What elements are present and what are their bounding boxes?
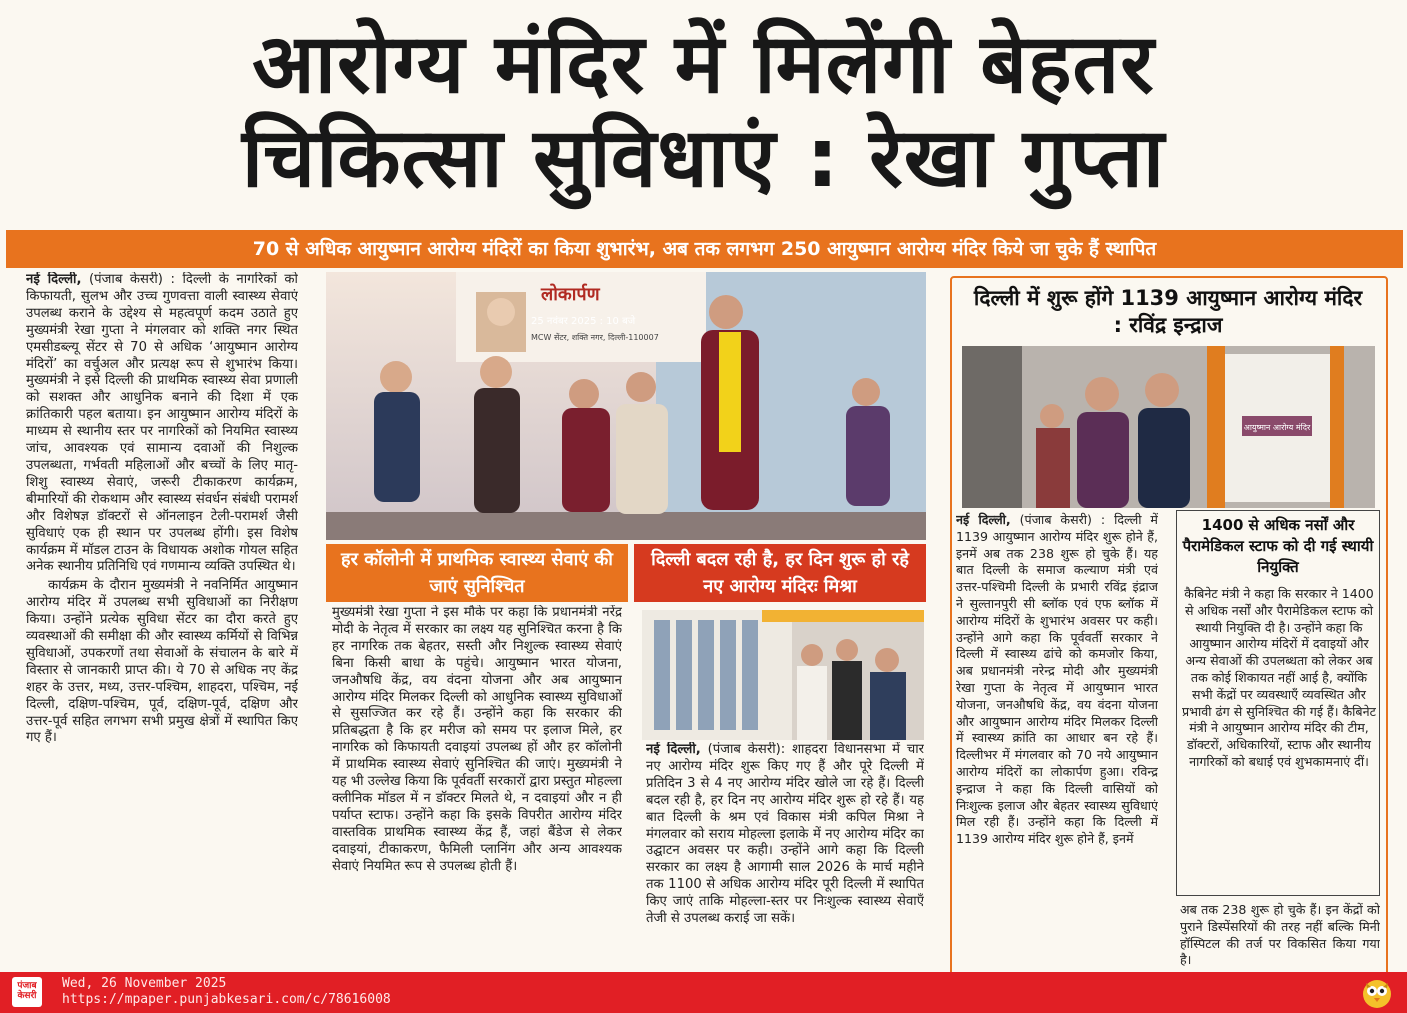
dateline: नई दिल्ली,	[26, 272, 82, 287]
paragraph-text: : दिल्ली में 1139 आयुष्मान आरोग्य मंदिर शुरू होने हैं, इनमें अब तक 238 शुरू हो चुके हैं। यह बात दिल्ली के समाज कल्याण मंत्री एवं उत्तर-पश्चिमी दिल्ली के प्रभारी रविंद्र इंद्राज ने सुल्तानपुरी सी ब्लॉक एवं एफ ब्लॉक में आरोग्य मंदिरों के शुभारंभ अवसर पर कही। उन्होंने आगे कहा कि पूर्ववर्ती सरकार ने दिल्ली में स्वास्थ्य ढांचे को कमजोर किया, अब प्रधानमंत्री नरेन्द्र मोदी और मुख्यमंत्री रेखा गुप्ता के नेतृत्व में आयुष्मान भारत योजना, जनऔषधि केंद्र, वय वंदना योजना और आयुष्मान आरोग्य मंदिर मिलकर दिल्ली में स्वास्थ्य क्रांति का आधार बन रहे हैं। दिल्लीभर में मंगलवार को 70 नये आयुष्मान आरोग्य मंदिरों का लोकार्पण हुआ। रविन्द्र इन्द्राज ने कहा कि दिल्ली वासियों को निःशुल्क इलाज और बेहतर स्वास्थ्य सुविधाएं मिल रही हैं। उन्होंने कहा कि दिल्ली में 1139 आरोग्य मंदिर शुरू होने हैं, इनमें	[956, 512, 1158, 847]
banner-place: MCW सेंटर, शक्ति नगर, दिल्ली-110007	[531, 333, 659, 342]
article-column-2	[332, 605, 622, 972]
banner-date: 25 नवंबर 2025 : 10 बजे	[531, 316, 636, 327]
dateline: नई दिल्ली,	[646, 742, 701, 757]
paragraph	[26, 272, 298, 576]
sidebar-story-tail	[1180, 902, 1380, 972]
main-photo	[326, 272, 926, 540]
byline: (पंजाब केसरी)	[707, 742, 781, 757]
inset-title: 1400 से अधिक नर्सों और पैरामेडिकल स्टाफ को दी गई स्थायी नियुक्ति	[1182, 516, 1374, 576]
headline	[0, 18, 1407, 206]
owl-icon[interactable]	[1361, 977, 1393, 1009]
paragraph: अब तक 238 शुरू हो चुके हैं। इन केंद्रों को पुराने डिस्पेंसरियों की तरह नहीं बल्कि मिनी हॉस्पिटल की तर्ज पर विकसित किया गया है।	[1180, 902, 1380, 968]
mishra-photo	[642, 610, 924, 740]
edition-url[interactable]: https://mpaper.punjabkesari.com/c/78616008	[62, 992, 391, 1007]
byline: (पंजाब केसरी)	[1019, 512, 1092, 527]
paragraph-text: : शाहदरा विधानसभा में चार नए आरोग्य मंदिर शुरू किए गए हैं और पूरे दिल्ली में प्रतिदिन 3 से 4 नए आरोग्य मंदिर खोले जा रहे हैं। दिल्ली बदल रही है, हर दिन नए आरोग्य मंदिर शुरू हो रहे हैं। यह बात दिल्ली के श्रम एवं विकास मंत्री कपिल मिश्रा ने मंगलवार को सराय मोहल्ला इलाके में नए आरोग्य मंदिर का उद्घाटन अवसर पर कही। उन्होंने आगे कहा कि दिल्ली सरकार का लक्ष्य है आगामी साल 2026 के मार्च महीने तक 1100 से अधिक आरोग्य मंदिर पूरी दिल्ली में स्थापित किए जाएं ताकि मोहल्ला-स्तर पर निःशुल्क स्वास्थ्य सेवाएँ तेजी से उपलब्ध कराई जा सकें।	[646, 742, 924, 927]
inset-text	[1182, 586, 1376, 892]
indraj-photo	[962, 346, 1375, 508]
banner-text: लोकार्पण	[541, 284, 600, 305]
dateline: नई दिल्ली,	[956, 512, 1011, 527]
paragraph: कार्यक्रम के दौरान मुख्यमंत्री ने नवनिर्मित आयुष्मान आरोग्य मंदिर में उपलब्ध सभी सुविधाओं का निरीक्षण किया। उन्होंने प्रत्येक सुविधा सेंटर का दौरा करते हुए व्यवस्थाओं की समीक्षा की और स्वास्थ्य कर्मियों से विभिन्न सुविधाओं, उपकरणों तथा सेवाओं के संचालन के बारे में विस्तार से जानकारी प्राप्त की। ये 70 से अधिक नए केंद्र शहर के उत्तर, मध्य, उत्तर-पश्चिम, शाहदरा, पश्चिम, नई दिल्ली, दक्षिण-पश्चिम, पूर्व, दक्षिण-पूर्व, दक्षिण और उत्तर-पूर्व सहित लगभग सभी प्रमुख क्षेत्रों में स्थापित किए गए हैं।	[26, 578, 298, 746]
plaque-text: आयुष्मान आरोग्य मंदिर	[1243, 423, 1311, 432]
article-column-1	[26, 272, 298, 972]
subhead-left: हर कॉलोनी में प्राथमिक स्वास्थ्य सेवाएं की जाएं सुनिश्चित	[326, 544, 628, 602]
subhead-right: दिल्ली बदल रही है, हर दिन शुरू हो रहे नए आरोग्य मंदिरः मिश्रा	[634, 544, 926, 602]
strap-subheadline: 70 से अधिक आयुष्मान आरोग्य मंदिरों का किया शुभारंभ, अब तक लगभग 250 आयुष्मान आरोग्य मंदिर किये जा चुके हैं स्थापित	[6, 230, 1403, 268]
byline: (पंजाब केसरी)	[89, 272, 163, 287]
paragraph	[646, 742, 924, 928]
paragraph	[956, 512, 1158, 848]
headline-line-1: आरोग्य मंदिर में मिलेंगी बेहतर	[252, 17, 1155, 112]
paragraph: कैबिनेट मंत्री ने कहा कि सरकार ने 1400 से अधिक नर्सों और पैरामेडिकल स्टाफ को स्थायी नियुक्ति दी है। उन्होंने कहा कि आयुष्मान आरोग्य मंदिरों में दवाइयों और अन्य सेवाओं की उपलब्धता को लेकर अब तक कोई शिकायत नहीं आई है, क्योंकि सभी केंद्रों पर व्यवस्थाएँ व्यवस्थित और प्रभावी ढंग से सुनिश्चित की गई हैं। कैबिनेट मंत्री ने आयुष्मान आरोग्य मंदिर की टीम, डॉक्टरों, अधिकारियों, स्टाफ और स्थानीय नागरिकों को बधाई एवं शुभकामनाएं दीं।	[1182, 586, 1376, 769]
paragraph: मुख्यमंत्री रेखा गुप्ता ने इस मौके पर कहा कि प्रधानमंत्री नरेंद्र मोदी के नेतृत्व में सरकार का लक्ष्य यह सुनिश्चित करना है कि हर नागरिक तक बेहतर, सस्ती और निशुल्क स्वास्थ्य सेवाएं बिना किसी बाधा के पहुंचे। आयुष्मान भारत योजना, जनऔषधि केंद्र, वय वंदना योजना और अब आयुष्मान आरोग्य मंदिर मिलकर दिल्ली को आधुनिक स्वास्थ्य सुविधाओं से सुसज्जित कर रहे हैं। उन्होंने कहा कि सरकार की प्रतिबद्धता है कि हर मरीज को समय पर इलाज मिले, हर नागरिक को किफायती दवाइयां उपलब्ध हों और हर कॉलोनी में प्राथमिक स्वास्थ्य सेवाएं सुनिश्चित की जाएं। मुख्यमंत्री ने यह भी उल्लेख किया कि पूर्ववर्ती सरकारों द्वारा प्रस्तुत मोहल्ला क्लीनिक मॉडल में न डॉक्टर मिलते थे, न दवाइयां और न ही पर्याप्त स्टाफ। उन्होंने कहा कि इसके विपरीत आरोग्य मंदिर वास्तविक प्राथमिक स्वास्थ्य केंद्र हैं, जहां बैंडेज से लेकर दवाइयां, टीकाकरण, फैमिली प्लानिंग और अन्य आवश्यक सेवाएं नियमित रूप से उपलब्ध होती हैं।	[332, 605, 622, 874]
sidebar-story-title: दिल्ली में शुरू होंगे 1139 आयुष्मान आरोग्य मंदिर : रविंद्र इन्द्राज	[973, 286, 1363, 337]
sidebar-story-text	[956, 512, 1158, 972]
punjab-kesari-logo: पंजाब केसरी	[12, 977, 42, 1007]
footer-bar	[0, 972, 1407, 1013]
edition-date: Wed, 26 November 2025	[62, 976, 227, 991]
headline-line-2: चिकित्सा सुविधाएं : रेखा गुप्ता	[241, 111, 1166, 206]
article-column-3	[646, 742, 924, 972]
paragraph-text: : दिल्ली के नागरिकों को किफायती, सुलभ और उच्च गुणवत्ता वाली स्वास्थ्य सेवाएं उपलब्ध कराने के उद्देश्य से महत्वपूर्ण कदम उठाते हुए मुख्यमंत्री रेखा गुप्ता ने मंगलवार को शक्ति नगर स्थित एमसीडब्ल्यू सेंटर से 70 से अधिक ‘आयुष्मान आरोग्य मंदिरों’ का वर्चुअल और प्रत्यक्ष रूप से शुभारंभ किया। मुख्यमंत्री ने इसे दिल्ली की प्राथमिक स्वास्थ्य सेवा प्रणाली को सशक्त और आधुनिक बनाने की दिशा में एक क्रांतिकारी पहल बताया। इन आयुष्मान आरोग्य मंदिरों के माध्यम से स्थानीय स्तर पर नागरिकों को नियमित स्वास्थ्य जांच, आवश्यक एवं सामान्य दवाओं की निशुल्क उपलब्धता, गर्भवती महिलाओं और बच्चों के लिए मातृ-शिशु स्वास्थ्य सेवाएं, जरूरी टीकाकरण कार्यक्रम, बीमारियों की रोकथाम और स्वास्थ्य संवर्धन संबंधी परामर्श और विशेषज्ञ डॉक्टरों से ऑनलाइन टेली-परामर्श जैसी सुविधाएं एक ही स्थान पर उपलब्ध होंगी। इस विशेष कार्यक्रम में मॉडल टाउन के विधायक अशोक गोयल सहित अनेक स्थानीय प्रतिनिधि एवं गणमान्य व्यक्ति उपस्थित थे।	[26, 272, 298, 575]
